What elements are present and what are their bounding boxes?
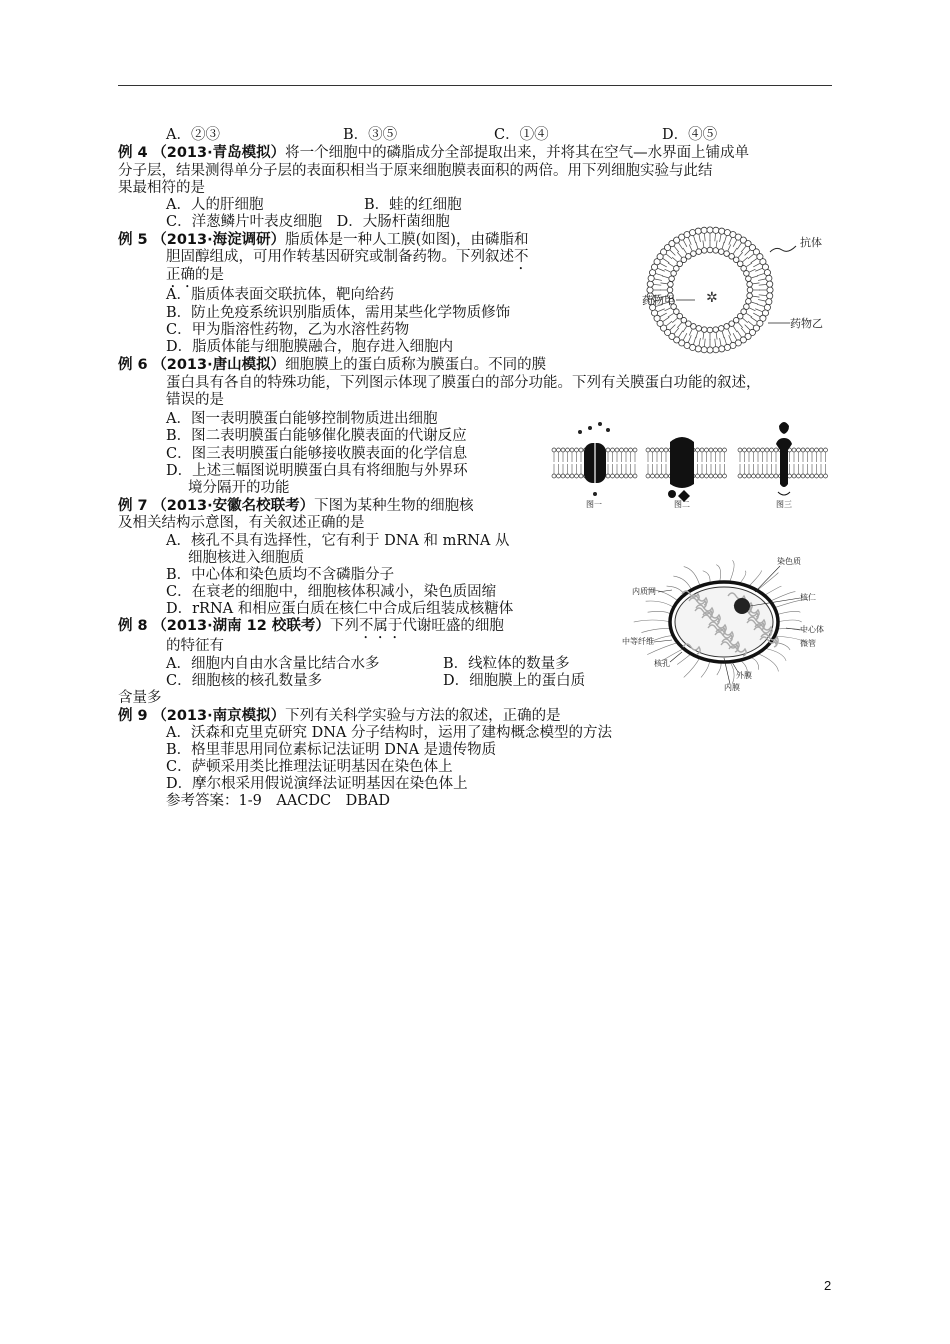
question-8-line2: 的特征有 bbox=[166, 638, 224, 654]
nucleolus bbox=[734, 598, 750, 614]
question-5-option-d: D．脂质体能与细胞膜融合，胞存进入细胞内 bbox=[166, 339, 454, 355]
question-6-option-b: B．图二表明膜蛋白能够催化膜表面的代谢反应 bbox=[166, 428, 467, 444]
nucleus-figure bbox=[620, 556, 835, 694]
question-8-option-c: C．细胞核的核孔数量多 bbox=[166, 673, 323, 689]
question-9-text: 下列有关科学实验与方法的叙述，正确的是 bbox=[285, 708, 561, 724]
question-9-option-c: C．萨顿采用类比推理法证明基因在染色体上 bbox=[166, 759, 453, 775]
question-5-text: 脂质体是一种人工膜(如图)，由磷脂和 bbox=[285, 232, 529, 248]
question-9-option-a: A．沃森和克里克研究 DNA 分子结构时，运用了建构概念模型的方法 bbox=[166, 725, 612, 741]
question-5-option-b: B．防止免疫系统识别脂质体，需用某些化学物质修饰 bbox=[166, 305, 511, 321]
signal-molecule bbox=[779, 422, 789, 434]
receptor-protein bbox=[776, 438, 792, 487]
figure-1-caption: 图一 bbox=[586, 500, 602, 509]
question-7-text: 下图为某种生物的细胞核 bbox=[314, 498, 474, 514]
question-7-option-d: D．rRNA 和相应蛋白质在核仁中合成后组装成核糖体 bbox=[166, 601, 514, 617]
question-6-label: 例 6 bbox=[118, 357, 148, 373]
question-9-label: 例 9 bbox=[118, 708, 148, 724]
label-pore: 核孔 bbox=[654, 659, 670, 668]
question-5-emphasis-not: 不 bbox=[514, 249, 529, 265]
question-8-emphasis: 不属于 bbox=[358, 618, 403, 634]
drug-a-molecule-icon: ✲ bbox=[706, 290, 718, 306]
question-5-emphasis-correct: 正确 bbox=[166, 267, 195, 283]
question-8-option-a: A．细胞内自由水含量比结合水多 bbox=[166, 656, 380, 672]
question-4-text: 将一个细胞中的磷脂成分全部提取出来，并将其在空气—水界面上铺成单 bbox=[285, 145, 750, 161]
answer-key: 参考答案：1-9 AACDC DBAD bbox=[166, 793, 390, 809]
label-nucleolus: 核仁 bbox=[800, 593, 816, 602]
prev-option-b: B．③⑤ bbox=[343, 127, 398, 143]
question-4-line1 bbox=[118, 144, 749, 162]
question-4-source: （2013·青岛模拟） bbox=[152, 145, 286, 161]
liposome-figure bbox=[600, 220, 835, 355]
question-4-label: 例 4 bbox=[118, 145, 148, 161]
label-chromatin: 染色质 bbox=[777, 557, 801, 566]
prev-option-c: C．①④ bbox=[494, 127, 549, 143]
question-4-line3: 果最相符的是 bbox=[118, 180, 205, 196]
question-7-line1 bbox=[118, 497, 474, 515]
label-outer-membrane: 外膜 bbox=[736, 671, 752, 680]
question-6-option-c: C．图三表明膜蛋白能够接收膜表面的化学信息 bbox=[166, 446, 468, 462]
enzyme-protein bbox=[670, 437, 694, 488]
question-8-option-d: D．细胞膜上的蛋白质 bbox=[443, 673, 586, 689]
question-6-text: 细胞膜上的蛋白质称为膜蛋白。不同的膜 bbox=[285, 357, 547, 373]
question-9-option-b: B．格里菲思用同位素标记法证明 DNA 是遗传物质 bbox=[166, 742, 497, 758]
question-7-source: （2013·安徽名校联考） bbox=[152, 498, 315, 514]
label-drug-a: 药物甲 bbox=[642, 294, 675, 307]
question-5-source: （2013·海淀调研） bbox=[152, 232, 286, 248]
page-number: 2 bbox=[824, 1278, 832, 1293]
label-drug-b: 药物乙 bbox=[790, 317, 823, 330]
question-5-line3-text: 的是 bbox=[195, 267, 224, 283]
question-8-text-a: 下列 bbox=[329, 618, 359, 634]
question-6-line3: 错误的是 bbox=[166, 392, 224, 408]
question-5-line1 bbox=[118, 231, 528, 249]
question-8-text-b: 代谢旺盛的细胞 bbox=[402, 618, 504, 634]
label-inner-membrane: 内膜 bbox=[724, 683, 740, 692]
question-4-option-a: A．人的肝细胞 bbox=[166, 197, 264, 213]
question-7-label: 例 7 bbox=[118, 498, 148, 514]
prev-option-d: D．④⑤ bbox=[662, 127, 718, 143]
question-5-option-a: A．脂质体表面交联抗体，靶向给药 bbox=[166, 287, 394, 303]
question-6-option-a: A．图一表明膜蛋白能够控制物质进出细胞 bbox=[166, 411, 438, 427]
question-6-source: （2013·唐山模拟） bbox=[152, 357, 286, 373]
question-8-label: 例 8 bbox=[118, 618, 148, 634]
question-9-source: （2013·南京模拟） bbox=[152, 708, 286, 724]
question-6-line2: 蛋白具有各自的特殊功能，下列图示体现了膜蛋白的部分功能。下列有关膜蛋白功能的叙述， bbox=[166, 375, 761, 391]
question-6-line1 bbox=[118, 356, 546, 374]
question-4-line2: 分子层，结果测得单分子层的表面积相当于原来细胞膜表面积的两倍。用下列细胞实验与此结 bbox=[118, 163, 713, 179]
question-7-line2: 及相关结构示意图，有关叙述正确的是 bbox=[118, 515, 365, 531]
question-8-source: （2013·湖南 12 校联考） bbox=[152, 618, 330, 634]
label-microtubule: 微管 bbox=[800, 639, 816, 648]
prev-option-a: A．②③ bbox=[166, 127, 220, 143]
figure-2-caption: 图二 bbox=[674, 500, 690, 509]
question-5-label: 例 5 bbox=[118, 232, 148, 248]
question-7-option-c: C．在衰老的细胞中，细胞核体积减小，染色质固缩 bbox=[166, 584, 497, 600]
question-7-option-a2: 细胞核进入细胞质 bbox=[188, 550, 304, 566]
label-filament: 中等纤维 bbox=[622, 637, 654, 646]
label-er: 内质网 bbox=[632, 587, 656, 596]
question-8-tail: 含量多 bbox=[118, 690, 162, 706]
question-5-option-c: C．甲为脂溶性药物，乙为水溶性药物 bbox=[166, 322, 410, 338]
membrane-protein-figure bbox=[550, 410, 832, 510]
question-9-option-d: D．摩尔根采用假说演绎法证明基因在染色体上 bbox=[166, 776, 468, 792]
question-7-option-b: B．中心体和染色质均不含磷脂分子 bbox=[166, 567, 395, 583]
question-4-option-b: B．蛙的红细胞 bbox=[364, 197, 462, 213]
question-7-option-a1: A．核孔不具有选择性，它有利于 DNA 和 mRNA 从 bbox=[166, 533, 510, 549]
question-9-line1 bbox=[118, 707, 561, 725]
label-centrosome: 中心体 bbox=[800, 625, 824, 634]
question-5-line2-text: 胆固醇组成，可用作转基因研究或制备药物。下列叙述 bbox=[166, 249, 514, 265]
question-6-option-d2: 境分隔开的功能 bbox=[188, 480, 290, 496]
question-4-option-cd: C．洋葱鳞片叶表皮细胞 D．大肠杆菌细胞 bbox=[166, 214, 450, 230]
label-antibody: 抗体 bbox=[800, 236, 822, 249]
header-rule bbox=[118, 85, 832, 86]
figure-3-caption: 图三 bbox=[776, 500, 792, 509]
question-8-option-b: B．线粒体的数量多 bbox=[443, 656, 570, 672]
question-6-option-d1: D．上述三幅图说明膜蛋白具有将细胞与外界环 bbox=[166, 463, 468, 479]
